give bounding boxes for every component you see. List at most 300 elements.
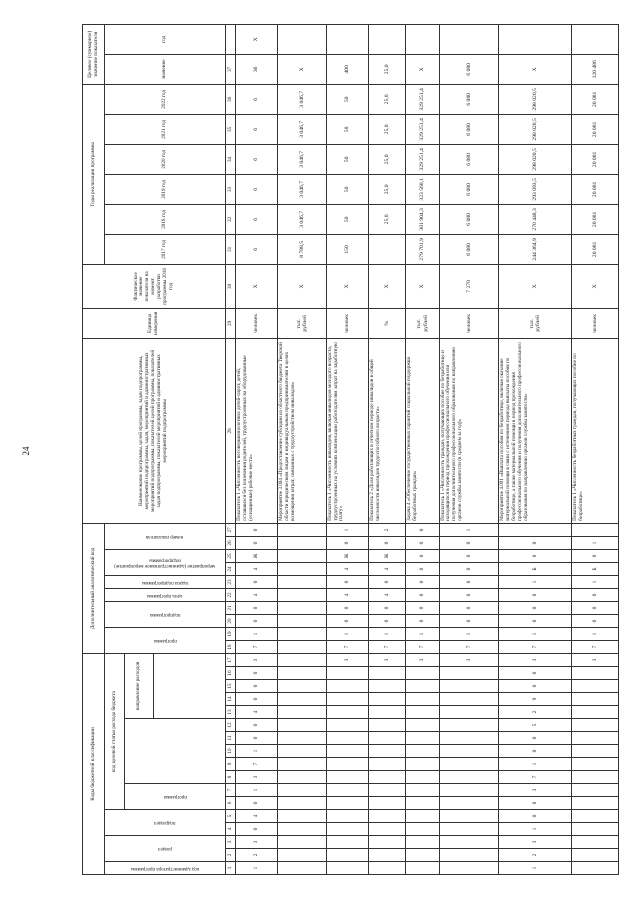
code-digit — [406, 849, 439, 862]
target-year — [572, 24, 619, 54]
code-digit: 2 — [499, 849, 572, 862]
code-digit: 1 — [439, 523, 499, 536]
code-digit — [572, 706, 619, 719]
code-digit: 0 — [406, 576, 439, 589]
row-fact: X — [368, 264, 406, 308]
code-digit: 0 — [499, 797, 572, 810]
row-name: Мероприятие 3.004 «Предоставление субсидии из областного бюджета Тверской области юридическим лицам и индивидуальным предпринимателям в целях возмещения затрат, связанных с трудоустройством инвалидов» — [278, 338, 327, 523]
code-digit: 0 — [439, 550, 499, 563]
code-digit — [406, 758, 439, 771]
code-digit — [406, 823, 439, 836]
year-value: 3 046,7 — [278, 144, 327, 174]
code-digit — [368, 823, 406, 836]
code-digit — [572, 732, 619, 745]
year-value: 270 448,3 — [499, 204, 572, 234]
code-digit — [326, 849, 368, 862]
code-digit: 0 — [439, 537, 499, 550]
code-digit — [278, 745, 327, 758]
table-row — [326, 24, 368, 874]
code-digit — [326, 706, 368, 719]
code-digit — [278, 693, 327, 706]
code-digit — [368, 797, 406, 810]
year-value: 298 020,5 — [499, 114, 572, 144]
code-digit: 1 — [499, 823, 572, 836]
extra-program-header: программа — [105, 628, 226, 654]
column-number: 9 — [226, 758, 236, 771]
target-value-header: значение — [105, 54, 226, 84]
code-digit — [439, 810, 499, 823]
target-year — [439, 24, 499, 54]
code-digit: 4 — [368, 589, 406, 602]
column-number: 19 — [226, 628, 236, 641]
page-number: 24 — [21, 446, 31, 456]
code-digit: 0 — [499, 550, 572, 563]
column-number: 7 — [226, 784, 236, 797]
code-digit — [572, 523, 619, 536]
code-digit — [406, 667, 439, 680]
code-digit — [406, 784, 439, 797]
code-digit — [368, 784, 406, 797]
year-value: 293 093,5 — [499, 174, 572, 204]
code-digit: 1 — [499, 862, 572, 875]
code-digit — [439, 680, 499, 693]
code-digit: 1 — [406, 628, 439, 641]
year-value: 6 080 — [439, 114, 499, 144]
code-digit: 0 — [368, 615, 406, 628]
target-value: 6 080 — [439, 54, 499, 84]
name-header: Наименование программы, целей программы, задач подпрограммы, мероприятий подпрограммы, задач, мероприятий и административных мероприятий подпрограммы, показателей целей программы, показателей задач подпрограммы, показателей мероприятий и административных мероприятий подпрограммы — [83, 338, 226, 523]
column-number: 4 — [226, 823, 236, 836]
table-row — [278, 24, 327, 874]
code-digit: 0 — [368, 537, 406, 550]
column-number: 36 — [226, 84, 236, 114]
code-digit: 4 — [326, 563, 368, 576]
column-number: 34 — [226, 144, 236, 174]
year-value: 244 364,9 — [499, 234, 572, 264]
code-digit: 4 — [236, 810, 278, 823]
code-digit: 1 — [236, 862, 278, 875]
target-year — [326, 24, 368, 54]
row-name: Показатель 1 «Численность граждан, получающих пособие по безработице и находящихся в период прохождения профессионального обучения или получения дополнительного профессионального образования по направлению органов службы занятости (в среднем за год)» — [439, 338, 499, 523]
year-value: 6 080 — [439, 144, 499, 174]
subsection-header: подраздел — [105, 810, 226, 836]
code-digit — [278, 537, 327, 550]
year-value: 50 — [326, 84, 368, 114]
code-digit — [278, 654, 327, 667]
column-number: 1 — [226, 862, 236, 875]
year-value: 8 788,5 — [278, 234, 327, 264]
code-digit: 9 — [499, 693, 572, 706]
code-digit: 1 — [499, 576, 572, 589]
code-digit: 0 — [439, 589, 499, 602]
code-digit — [326, 719, 368, 732]
year-value: 323 560,1 — [406, 174, 439, 204]
code-digit — [326, 784, 368, 797]
year-value: 20 081 — [572, 114, 619, 144]
year-value — [368, 234, 406, 264]
code-digit: 0 — [499, 745, 572, 758]
code-digit — [326, 836, 368, 849]
code-digit: 7 — [572, 641, 619, 654]
code-digit — [439, 771, 499, 784]
program-header: программа — [125, 784, 226, 810]
code-digit: 0 — [406, 589, 439, 602]
year-value: 25,0 — [368, 144, 406, 174]
code-digit — [406, 810, 439, 823]
code-digit — [326, 758, 368, 771]
code-digit: 4 — [326, 589, 368, 602]
code-digit — [368, 836, 406, 849]
code-digit — [368, 706, 406, 719]
column-number: 25 — [226, 550, 236, 563]
target-year — [368, 24, 406, 54]
subprogram-blank — [125, 719, 226, 784]
code-digit — [368, 771, 406, 784]
year-value: 20 081 — [572, 144, 619, 174]
row-unit: тыс. рублей — [499, 308, 572, 338]
code-digit — [278, 784, 327, 797]
code-digit: Ж — [368, 550, 406, 563]
code-digit: 0 — [236, 732, 278, 745]
column-number: 16 — [226, 667, 236, 680]
year-2022-header: 2022 год — [105, 84, 226, 114]
target-value: X — [406, 54, 439, 84]
column-number: 11 — [226, 732, 236, 745]
year-value: 20 081 — [572, 234, 619, 264]
column-number: 15 — [226, 680, 236, 693]
code-digit: 4 — [236, 706, 278, 719]
code-digit — [278, 706, 327, 719]
code-digit: 3 — [236, 771, 278, 784]
code-digit — [572, 758, 619, 771]
code-digit: 0 — [499, 537, 572, 550]
year-2019-header: 2019 год — [105, 174, 226, 204]
code-digit — [368, 758, 406, 771]
code-digit: 0 — [406, 563, 439, 576]
code-digit — [368, 719, 406, 732]
code-digit: 3 — [236, 654, 278, 667]
column-number: 27 — [226, 523, 236, 536]
code-digit: 7 — [236, 641, 278, 654]
code-digit — [278, 797, 327, 810]
code-digit — [278, 563, 327, 576]
direction-header: направление расходов — [125, 654, 154, 719]
code-digit — [439, 836, 499, 849]
column-number: 33 — [226, 174, 236, 204]
document-page — [82, 30, 612, 875]
year-value: 6 080 — [439, 204, 499, 234]
code-digit — [368, 667, 406, 680]
code-digit — [572, 849, 619, 862]
code-digit — [368, 810, 406, 823]
year-value: 301 904,3 — [406, 204, 439, 234]
code-digit: 7 — [499, 641, 572, 654]
section-header: раздел — [105, 836, 226, 862]
column-number: 20 — [226, 615, 236, 628]
landscape-table-wrapper — [82, 30, 612, 875]
code-digit — [572, 810, 619, 823]
code-digit — [439, 784, 499, 797]
row-fact: X — [326, 264, 368, 308]
code-digit: 2 — [499, 706, 572, 719]
code-digit: 0 — [236, 693, 278, 706]
code-digit: 1 — [236, 745, 278, 758]
code-digit: 0 — [499, 589, 572, 602]
column-number: 10 — [226, 745, 236, 758]
code-digit — [326, 745, 368, 758]
year-value: 25,0 — [368, 204, 406, 234]
code-digit — [439, 862, 499, 875]
code-digit — [406, 836, 439, 849]
row-fact: X — [572, 264, 619, 308]
row-name: Задача 4 «Обеспечение государственных гарантий социальной поддержки безработных граждан» — [406, 338, 439, 523]
extra-class-header: Дополнительный аналитический код — [83, 523, 105, 653]
extra-indicator-header: номер показателя — [105, 523, 226, 549]
fact-header: Фактическое значение показателя на момент разработки программы 2016 год — [83, 264, 226, 308]
column-number: 28 — [226, 338, 236, 523]
column-number: 2 — [226, 849, 236, 862]
budget-class-header: Коды бюджетной классификации — [83, 654, 105, 875]
code-digit: 0 — [439, 563, 499, 576]
row-name: Показатель 1 «Численность несовершеннолетних детей-сирот, детей, оставшихся без попечения родителей, трудоустроенных на оборудованные (оснащенные) рабочие места» — [236, 338, 278, 523]
code-digit: Б — [572, 563, 619, 576]
code-digit — [439, 745, 499, 758]
code-digit — [326, 732, 368, 745]
code-digit: 0 — [236, 537, 278, 550]
row-unit: человек — [236, 308, 278, 338]
code-digit: Ж — [236, 550, 278, 563]
code-digit — [572, 771, 619, 784]
column-number: 26 — [226, 537, 236, 550]
unit-header: Единица измерения — [83, 308, 226, 338]
code-digit — [572, 797, 619, 810]
code-digit: 0 — [406, 602, 439, 615]
code-digit — [278, 602, 327, 615]
code-digit — [278, 667, 327, 680]
code-digit — [368, 693, 406, 706]
code-digit: 0 — [368, 602, 406, 615]
code-digit: 2 — [236, 849, 278, 862]
code-digit: 1 — [368, 628, 406, 641]
column-number-spacer — [226, 24, 236, 54]
code-digit — [368, 849, 406, 862]
code-digit: 3 — [439, 654, 499, 667]
code-digit: 3 — [406, 654, 439, 667]
year-value: 329 251,4 — [406, 114, 439, 144]
code-digit — [572, 745, 619, 758]
year-2017-header: 2017 год — [105, 234, 226, 264]
code-digit — [572, 667, 619, 680]
target-header: Целевое (суммарное) значение показателя — [83, 24, 105, 84]
code-digit: 0 — [572, 602, 619, 615]
code-digit: 5 — [499, 719, 572, 732]
target-article-header: код целевой статьи расхода бюджета — [105, 654, 125, 810]
code-digit: 0 — [368, 576, 406, 589]
code-digit: 7 — [406, 641, 439, 654]
code-digit: 0 — [406, 523, 439, 536]
column-number: 32 — [226, 204, 236, 234]
code-digit — [499, 523, 572, 536]
code-digit — [406, 771, 439, 784]
code-digit: 4 — [236, 589, 278, 602]
row-fact: X — [236, 264, 278, 308]
code-digit: 0 — [499, 615, 572, 628]
year-value: 279 701,9 — [406, 234, 439, 264]
code-digit — [326, 797, 368, 810]
code-digit — [439, 667, 499, 680]
column-number: 21 — [226, 602, 236, 615]
code-digit — [439, 706, 499, 719]
code-digit: 7 — [326, 641, 368, 654]
code-digit: 0 — [439, 576, 499, 589]
code-digit — [368, 732, 406, 745]
table-row — [439, 24, 499, 874]
column-number: 23 — [226, 576, 236, 589]
table-row — [368, 24, 406, 874]
extra-goal-header: цель программы — [105, 589, 226, 602]
extra-event-header: мероприятие (административное мероприятие) подпрограммы — [105, 550, 226, 576]
column-number: 12 — [226, 719, 236, 732]
code-digit: 0 — [499, 667, 572, 680]
code-digit — [406, 706, 439, 719]
code-digit: 1 — [236, 628, 278, 641]
code-digit — [368, 680, 406, 693]
code-digit — [278, 576, 327, 589]
target-value: 36 — [236, 54, 278, 84]
row-name: Показатель 1 «Численность безработных граждан, получающих пособие по безработице» — [572, 338, 619, 523]
row-unit: тыс. рублей — [406, 308, 439, 338]
code-digit: 1 — [439, 628, 499, 641]
column-number: 18 — [226, 641, 236, 654]
year-value: 3 046,7 — [278, 204, 327, 234]
row-unit: тыс. рублей — [278, 308, 327, 338]
code-digit: 1 — [572, 576, 619, 589]
extra-task-header: задача подпрограммы — [105, 576, 226, 589]
code-digit: 0 — [236, 667, 278, 680]
code-digit: 3 — [499, 654, 572, 667]
row-unit: человек — [572, 308, 619, 338]
code-digit: 0 — [572, 550, 619, 563]
year-2018-header: 2018 год — [105, 204, 226, 234]
code-digit — [406, 745, 439, 758]
code-digit: 1 — [326, 523, 368, 536]
code-digit — [326, 667, 368, 680]
year-value: 298 020,5 — [499, 84, 572, 114]
row-name: Показатель 2 «Доля работающих в отчетном периоде инвалидов в общей численности инвалидов трудоспособного возраста» — [368, 338, 406, 523]
year-value: 25,0 — [368, 84, 406, 114]
code-digit — [278, 628, 327, 641]
program-table — [82, 24, 619, 875]
column-number: 8 — [226, 771, 236, 784]
code-digit — [439, 693, 499, 706]
year-value: 3 046,7 — [278, 174, 327, 204]
code-digit: 0 — [236, 602, 278, 615]
table-row — [499, 24, 572, 874]
code-digit: 0 — [499, 810, 572, 823]
code-digit: 7 — [236, 758, 278, 771]
code-digit — [278, 680, 327, 693]
code-digit — [439, 849, 499, 862]
year-value: 50 — [326, 204, 368, 234]
code-digit: 0 — [406, 550, 439, 563]
code-digit: 1 — [236, 784, 278, 797]
code-digit — [278, 719, 327, 732]
code-digit — [278, 836, 327, 849]
code-digit: 1 — [572, 628, 619, 641]
code-digit — [406, 680, 439, 693]
target-value: 25,0 — [368, 54, 406, 84]
code-digit: 0 — [499, 732, 572, 745]
code-digit: 4 — [236, 563, 278, 576]
column-number: 24 — [226, 563, 236, 576]
column-number: 29 — [226, 308, 236, 338]
code-digit — [278, 862, 327, 875]
code-digit — [278, 615, 327, 628]
year-value: 50 — [326, 174, 368, 204]
code-digit — [278, 732, 327, 745]
code-digit: 3 — [368, 654, 406, 667]
year-value: 20 081 — [572, 174, 619, 204]
column-number: 3 — [226, 836, 236, 849]
year-value: 6 — [236, 144, 278, 174]
row-unit: человек — [439, 308, 499, 338]
code-digit — [278, 823, 327, 836]
code-digit: 0 — [236, 523, 278, 536]
code-digit — [278, 641, 327, 654]
table-row — [406, 24, 439, 874]
target-year — [278, 24, 327, 54]
code-digit: 0 — [326, 537, 368, 550]
code-digit: 4 — [368, 563, 406, 576]
code-digit — [326, 862, 368, 875]
column-number: 13 — [226, 706, 236, 719]
year-2021-header: 2021 год — [105, 114, 226, 144]
code-digit: 0 — [326, 602, 368, 615]
code-digit: 1 — [499, 758, 572, 771]
column-number: 5 — [226, 810, 236, 823]
year-value: 6 080 — [439, 174, 499, 204]
row-unit: человек — [326, 308, 368, 338]
year-value: 150 — [326, 234, 368, 264]
code-digit — [572, 862, 619, 875]
year-value: 20 081 — [572, 204, 619, 234]
code-digit — [278, 758, 327, 771]
code-digit — [406, 862, 439, 875]
year-value: 25,0 — [368, 174, 406, 204]
code-digit — [439, 823, 499, 836]
target-value: X — [278, 54, 327, 84]
row-fact: X — [406, 264, 439, 308]
code-digit — [406, 797, 439, 810]
code-digit — [278, 810, 327, 823]
column-number: 22 — [226, 589, 236, 602]
code-digit — [572, 680, 619, 693]
code-digit: 0 — [439, 602, 499, 615]
code-digit — [278, 771, 327, 784]
code-digit: Б — [499, 563, 572, 576]
row-fact: X — [278, 264, 327, 308]
code-digit — [278, 523, 327, 536]
code-digit: 0 — [236, 576, 278, 589]
admin-code-header: код администратора программы — [105, 862, 226, 875]
column-number: 35 — [226, 114, 236, 144]
code-digit: 0 — [499, 602, 572, 615]
code-digit — [572, 719, 619, 732]
code-digit: Ж — [326, 550, 368, 563]
extra-subprogram-header: подпрограмма — [105, 602, 226, 628]
code-digit: 1 — [326, 628, 368, 641]
code-digit — [326, 680, 368, 693]
